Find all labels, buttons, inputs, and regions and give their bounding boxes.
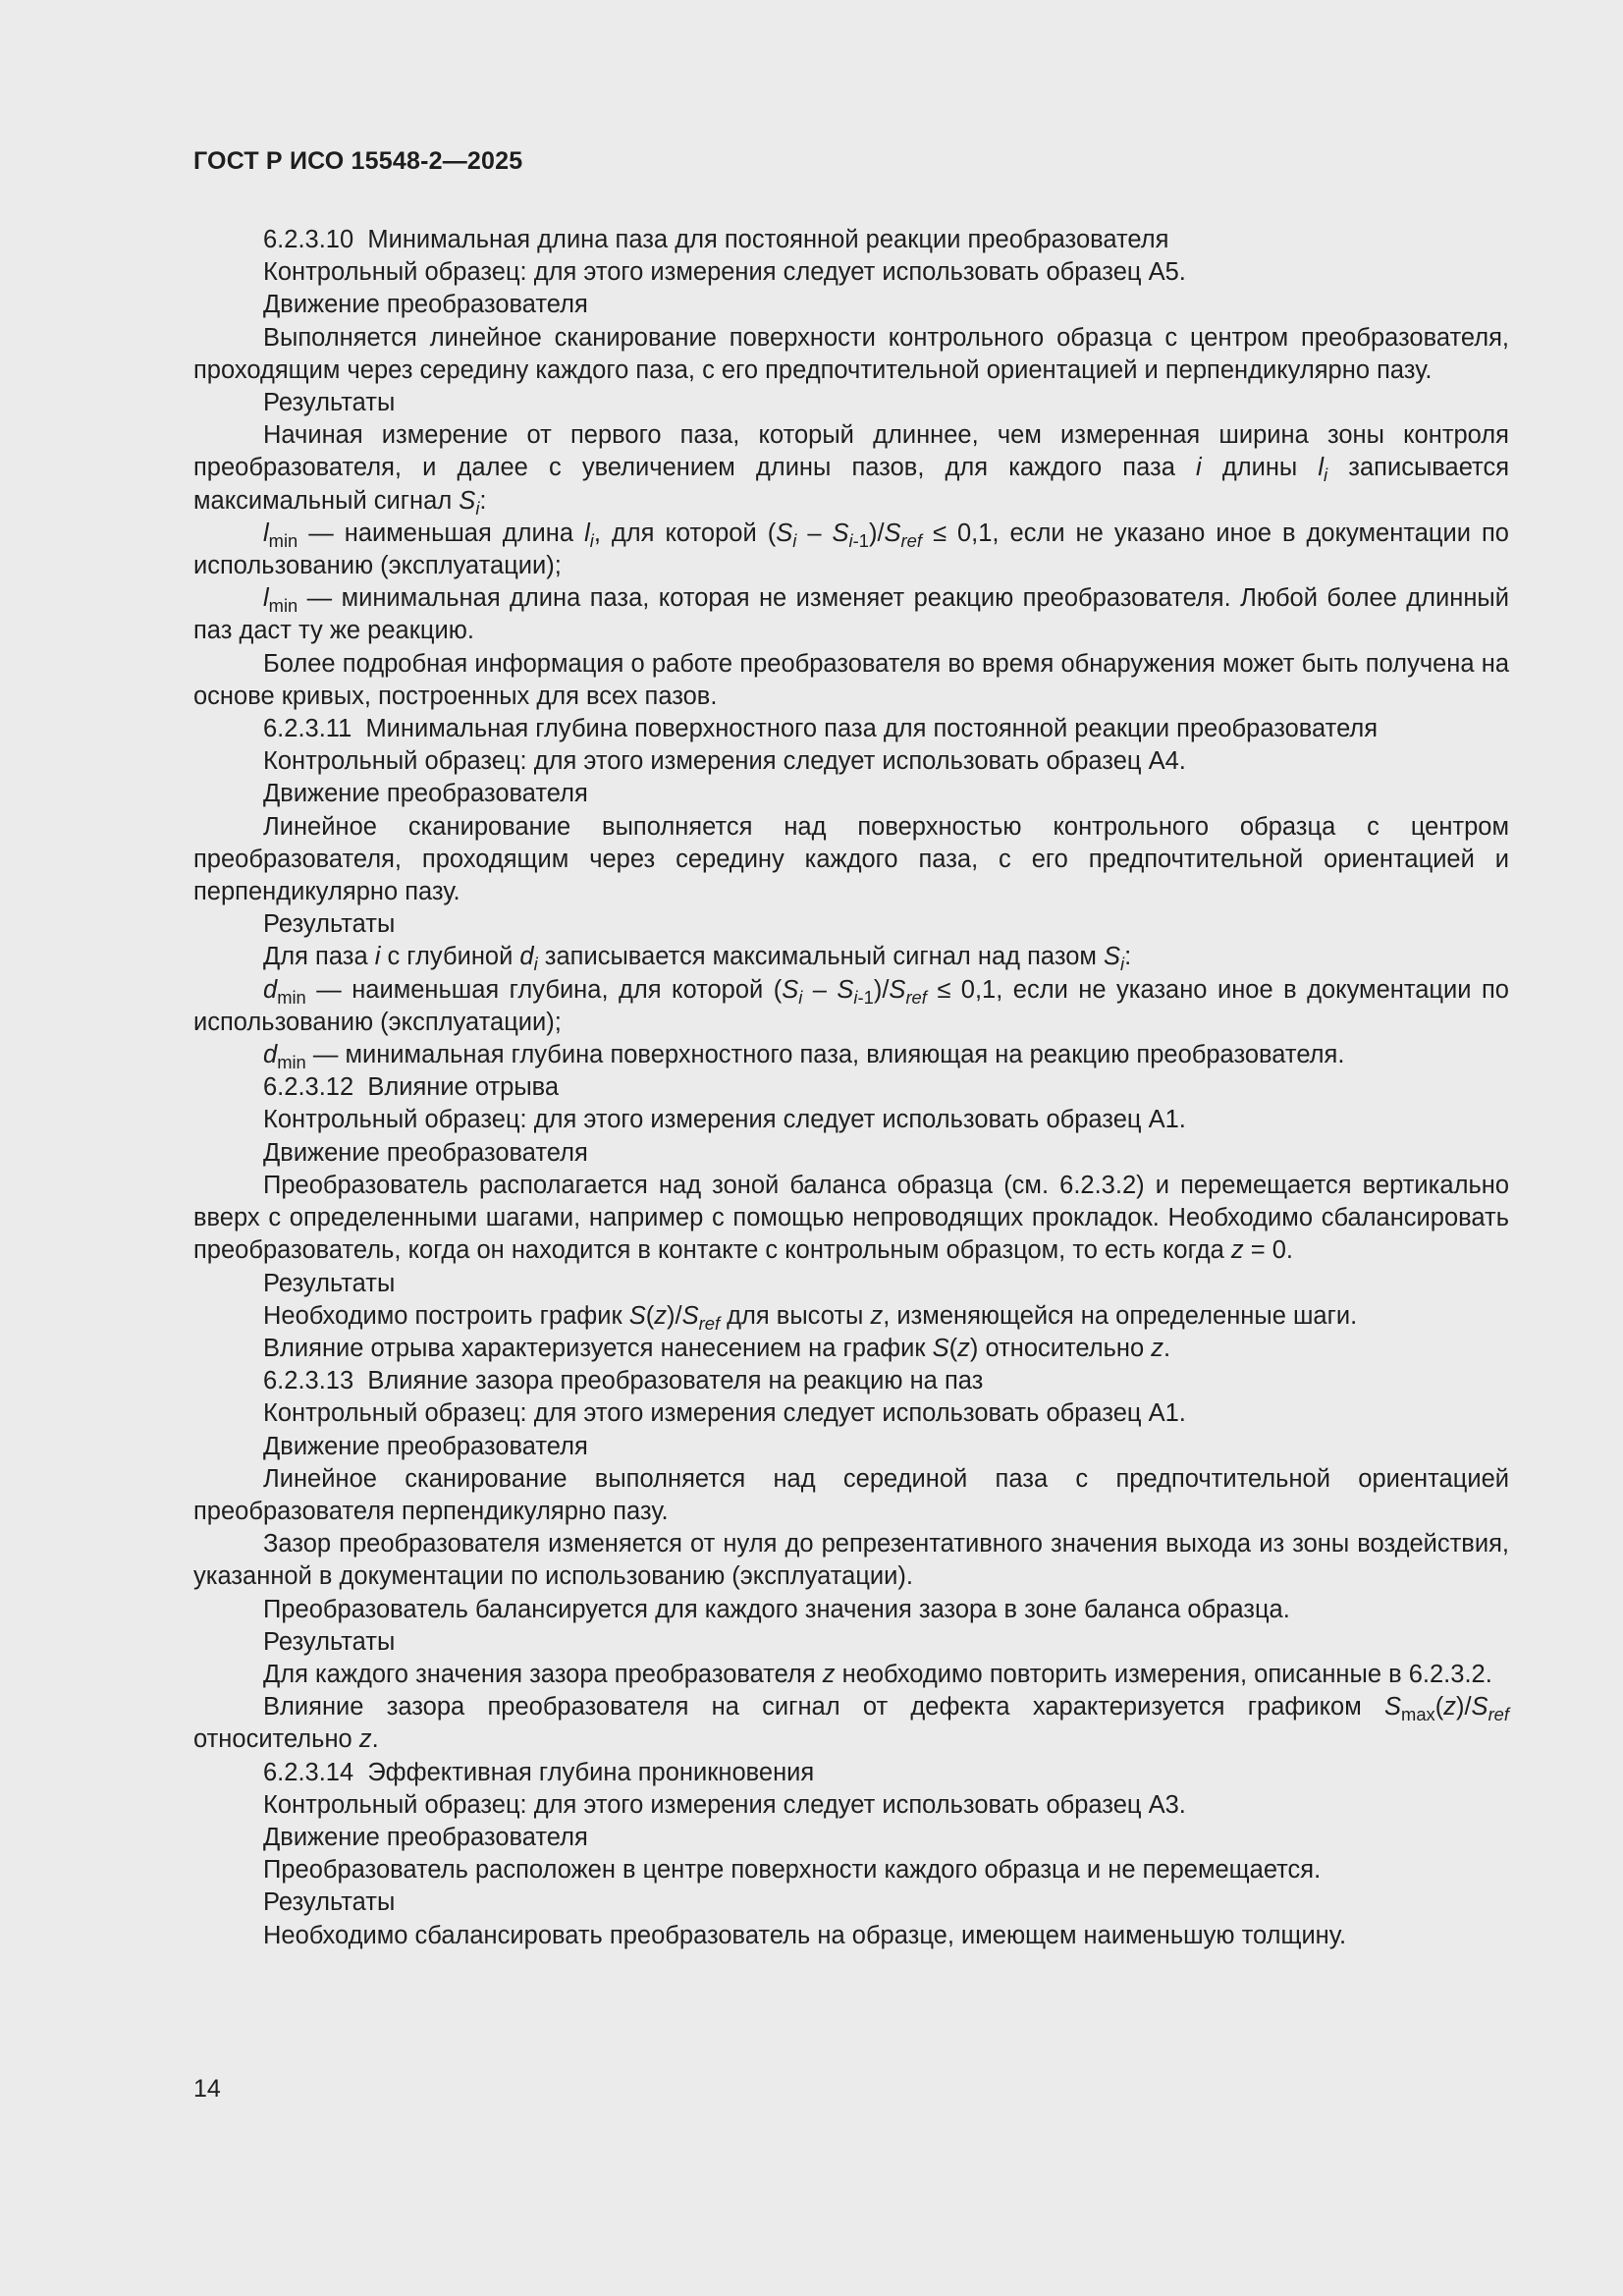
paragraph: Необходимо сбалансировать преобразователь на образце, имеющем наименьшую толщину. (263, 1921, 1347, 1949)
subheading: Движение преобразователя (263, 780, 588, 808)
section-heading: 6.2.3.13 Влияние зазора преобразователя на реакцию на паз (263, 1367, 984, 1395)
document-body (193, 224, 1509, 1952)
paragraph: Контрольный образец: для этого измерения следует использовать образец А4. (263, 747, 1186, 776)
paragraph: Преобразователь расположен в центре поверхности каждого образца и не перемещается. (263, 1856, 1322, 1885)
paragraph: $l_{min}$ — наименьшая длина $l_i$, для которой $(S_i - S_{i-1})/S_{ref} \le 0,1$, если не указано иное в документации по использованию (эксплуатации); (193, 519, 1509, 580)
document-header: ГОСТ Р ИСО 15548-2—2025 (193, 147, 523, 175)
paragraph: Выполняется линейное сканирование поверхности контрольного образца с центром преобразователя, проходящим через середину каждого паза, с его предпочтительной ориентацией и перпендикулярно пазу. (193, 323, 1509, 384)
subheading: Результаты (263, 1627, 396, 1656)
subheading: Результаты (263, 910, 396, 939)
paragraph: Влияние зазора преобразователя на сигнал от дефекта характеризуется графиком $S_{max}(z)/S_{ref}$ относительно z. (193, 1693, 1509, 1754)
paragraph: Начиная измерение от первого паза, который длиннее, чем измеренная ширина зоны контроля преобразователя, и далее с увеличением длины пазов, для каждого паза i длины $l_i$ записывается максимальный сигнал $S_i$: (193, 421, 1510, 519)
paragraph: Более подробная информация о работе преобразователя во время обнаружения может быть получена на основе кривых, построенных для всех пазов. (193, 649, 1509, 710)
section-heading: 6.2.3.12 Влияние отрыва (263, 1073, 560, 1102)
paragraph: Контрольный образец: для этого измерения следует использовать образец А1. (263, 1106, 1186, 1134)
paragraph: Контрольный образец: для этого измерения следует использовать образец А1. (263, 1399, 1186, 1428)
paragraph: Необходимо построить график $S(z)/S_{ref}$ для высоты z, изменяющейся на определенные шаги. (263, 1301, 1358, 1334)
subheading: Движение преобразователя (263, 1138, 588, 1167)
paragraph: Контрольный образец: для этого измерения следует использовать образец А5. (263, 258, 1186, 287)
paragraph: Зазор преобразователя изменяется от нуля до репрезентативного значения выхода из зоны воздействия, указанной в документации по использованию (эксплуатации). (193, 1530, 1509, 1591)
page-number: 14 (193, 2075, 221, 2103)
paragraph: $l_{min}$ — минимальная длина паза, которая не изменяет реакцию преобразователя. Любой более длинный паз даст ту же реакцию. (193, 584, 1509, 645)
subheading: Результаты (263, 389, 396, 417)
paragraph: Для паза i с глубиной $d_i$ записывается максимальный сигнал над пазом $S_i$: (263, 943, 1132, 975)
paragraph: Линейное сканирование выполняется над серединой паза с предпочтительной ориентацией преобразователя перпендикулярно пазу. (193, 1464, 1509, 1525)
paragraph: Контрольный образец: для этого измерения следует использовать образец А3. (263, 1790, 1186, 1819)
paragraph: Преобразователь располагается над зоной баланса образца (см. 6.2.3.2) и перемещается вертикально вверх с определенными шагами, например с помощью непроводящих прокладок. Необходимо сбалансировать преобразователь, когда он находится в контакте с контрольным образцом, то есть когда z = 0. (193, 1171, 1509, 1265)
paragraph: $d_{min}$ — минимальная глубина поверхностного паза, влияющая на реакцию преобразователя. (263, 1041, 1345, 1073)
paragraph: Влияние отрыва характеризуется нанесением на график S(z) относительно z. (263, 1334, 1171, 1362)
paragraph: Для каждого значения зазора преобразователя z необходимо повторить измерения, описанные в 6.2.3.2. (263, 1660, 1492, 1688)
paragraph: Преобразователь балансируется для каждого значения зазора в зоне баланса образца. (263, 1595, 1290, 1623)
section-heading: 6.2.3.14 Эффективная глубина проникновения (263, 1758, 815, 1786)
subheading: Результаты (263, 1888, 396, 1917)
subheading: Движение преобразователя (263, 1823, 588, 1851)
paragraph: Линейное сканирование выполняется над поверхностью контрольного образца с центром преобразователя, проходящим через середину каждого паза, с его предпочтительной ориентацией и перпендикулярно пазу. (193, 812, 1509, 906)
subheading: Движение преобразователя (263, 1432, 588, 1460)
section-heading: 6.2.3.10 Минимальная длина паза для постоянной реакции преобразователя (263, 226, 1169, 253)
section-heading: 6.2.3.11 Минимальная глубина поверхностного паза для постоянной реакции преобразователя (263, 715, 1379, 743)
subheading: Результаты (263, 1269, 396, 1297)
subheading: Движение преобразователя (263, 291, 588, 319)
paragraph: $d_{min}$ — наименьшая глубина, для которой $(S_i - S_{i-1})/S_{ref} \le 0,1$, если не указано иное в документации по использованию (эксплуатации); (193, 975, 1509, 1036)
